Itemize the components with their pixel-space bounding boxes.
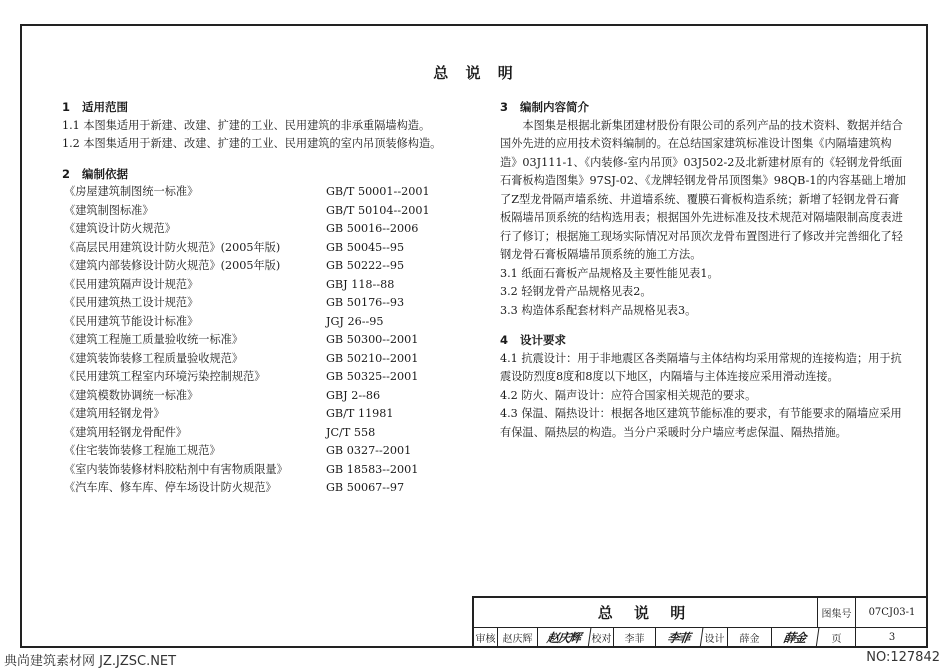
design-label: 设计 [702,628,728,648]
reference-title: 《建筑用轻钢龙骨》 [64,407,165,420]
reviewer-name: 赵庆辉 [498,628,538,648]
checker-name: 李菲 [614,628,656,648]
section-2-heading: 2 编制依据 [62,166,129,181]
reference-code: GB 50045--95 [326,240,405,254]
reference-row [62,257,482,276]
reference-list [62,183,482,498]
page-number: 3 [856,628,928,648]
reference-title: 《建筑装饰装修工程质量验收规范》 [64,351,244,365]
reference-title: 《房屋建筑制图统一标准》 [64,185,199,198]
atlas-number-label: 图集号 [818,598,856,628]
reference-row [62,442,482,461]
reference-code: GB 50210--2001 [326,351,419,365]
reference-code: GBJ 2--86 [326,388,381,402]
reference-code: GB 50067--97 [326,481,405,494]
section-3-text: 本图集是根据北新集团建材股份有限公司的系列产品的技术资料、数据并结合国外先进的应用技术资料编制的。在总结国家建筑标准设计图集《内隔墙建筑构造》03J111-1、《内装修-室内吊顶》03J502-2及北新建材原有的《轻钢龙骨纸面石膏板构造图集》97SJ-02、《龙牌轻钢龙骨吊顶图集》98QB-1的内容基础上增加了Z型龙骨隔声墙系统、井道墙系统、覆膜石膏板构造系统；新增了轻钢龙骨石膏板隔墙吊顶系统的结构选用表；根据国外先进标准及技术规范对隔墙限制高度表进行了修订；根据施工现场实际情况对吊顶次龙骨布置图进行了修改并完善细化了轻钢龙骨石膏板隔墙吊顶系统的施工方法。 [500,118,906,261]
title-block [472,596,928,648]
section-4-2-text: 4.2 防火、隔声设计：应符合国家相关规范的要求。 [500,388,757,402]
reference-row [62,405,482,424]
designer-name: 薛金 [728,628,772,648]
section-1-heading: 1 适用范围 [62,100,129,114]
reference-row [62,479,482,498]
review-label: 审核 [474,628,498,648]
reference-title: 《建筑模数协调统一标准》 [64,388,199,402]
drawing-sheet [20,24,928,648]
reference-title: 《建筑设计防火规范》 [64,222,176,235]
reference-title: 《民用建筑热工设计规范》 [64,296,199,309]
right-column [500,98,908,442]
reference-code: GB 50325--2001 [326,370,419,383]
section-4-heading: 4 设计要求 [500,333,567,347]
reference-row [62,239,482,258]
reviewer-signature: 赵庆辉 [537,628,592,648]
reference-row [62,350,482,369]
reference-code: GB/T 50001--2001 [326,185,430,198]
reference-title: 《建筑用轻钢龙骨配件》 [64,425,188,439]
reference-title: 《建筑工程施工质量验收统一标准》 [64,333,244,346]
reference-row [62,387,482,406]
reference-title: 《民用建筑隔声设计规范》 [64,277,199,291]
reference-code: GB 18583--2001 [326,462,419,476]
reference-title: 《汽车库、修车库、停车场设计防火规范》 [64,481,277,494]
section-3-2-text: 3.2 轻钢龙骨产品规格见表2。 [500,285,652,298]
reference-title: 《高层民用建筑设计防火规范》(2005年版) [64,240,281,254]
reference-title: 《住宅装饰装修工程施工规范》 [64,444,221,457]
section-3-heading: 3 编制内容简介 [500,100,590,114]
reference-title: 《建筑制图标准》 [64,203,154,217]
reference-row [62,202,482,221]
atlas-number: 07CJ03-1 [856,598,928,628]
reference-row [62,331,482,350]
reference-title: 《民用建筑节能设计标准》 [64,314,199,328]
reference-code: GB 50176--93 [326,296,405,309]
reference-code: JC/T 558 [326,425,376,439]
title-block-name: 总 说 明 [474,598,818,628]
designer-signature: 薛金 [771,628,820,648]
reference-code: GB 50222--95 [326,259,405,272]
reference-row [62,183,482,202]
reference-code: GB/T 11981 [326,407,394,420]
reference-row [62,424,482,443]
reference-title: 《室内装饰装修材料胶粘剂中有害物质限量》 [64,462,288,476]
reference-row [62,294,482,313]
section-4-3-text: 4.3 保温、隔热设计：根据各地区建筑节能标准的要求，有节能要求的隔墙应采用有保温、隔热层的构造。当分户采暖时分户墙应考虑保温、隔热措施。 [500,407,902,439]
reference-row [62,368,482,387]
reference-row [62,276,482,295]
reference-code: GB 50300--2001 [326,333,419,346]
reference-row [62,220,482,239]
title-block-signatures [474,628,928,648]
reference-row [62,461,482,480]
left-column [62,98,482,498]
serial-number: NO:127842 [866,650,940,665]
page-label: 页 [818,628,856,648]
reference-title: 《建筑内部装修设计防火规范》(2005年版) [64,259,281,272]
section-3-1-text: 3.1 纸面石膏板产品规格及主要性能见表1。 [500,266,719,280]
document-title: 总 说 明 [433,64,519,82]
reference-code: JGJ 26--95 [326,314,384,328]
reference-code: GB/T 50104--2001 [326,203,430,217]
section-3-3-text: 3.3 构造体系配套材料产品规格见表3。 [500,303,697,317]
reference-code: GBJ 118--88 [326,277,395,291]
reference-row [62,313,482,332]
section-1-2-text: 1.2 本图集适用于新建、改建、扩建的工业、民用建筑的室内吊顶装修构造。 [62,137,442,150]
section-4-1-text: 4.1 抗震设计：用于非地震区各类隔墙与主体结构均采用常规的连接构造；用于抗震设防烈度8度和8度以下地区，内隔墙与主体连接应采用滑动连接。 [500,351,902,383]
site-watermark: 典尚建筑素材网 JZ.JZSC.NET [4,654,177,669]
check-label: 校对 [590,628,614,648]
checker-signature: 李菲 [655,628,704,648]
section-1-1-text: 1.1 本图集适用于新建、改建、扩建的工业、民用建筑的非承重隔墙构造。 [62,118,431,132]
reference-title: 《民用建筑工程室内环境污染控制规范》 [64,370,266,383]
reference-code: GB 0327--2001 [326,444,412,457]
reference-code: GB 50016--2006 [326,222,419,235]
